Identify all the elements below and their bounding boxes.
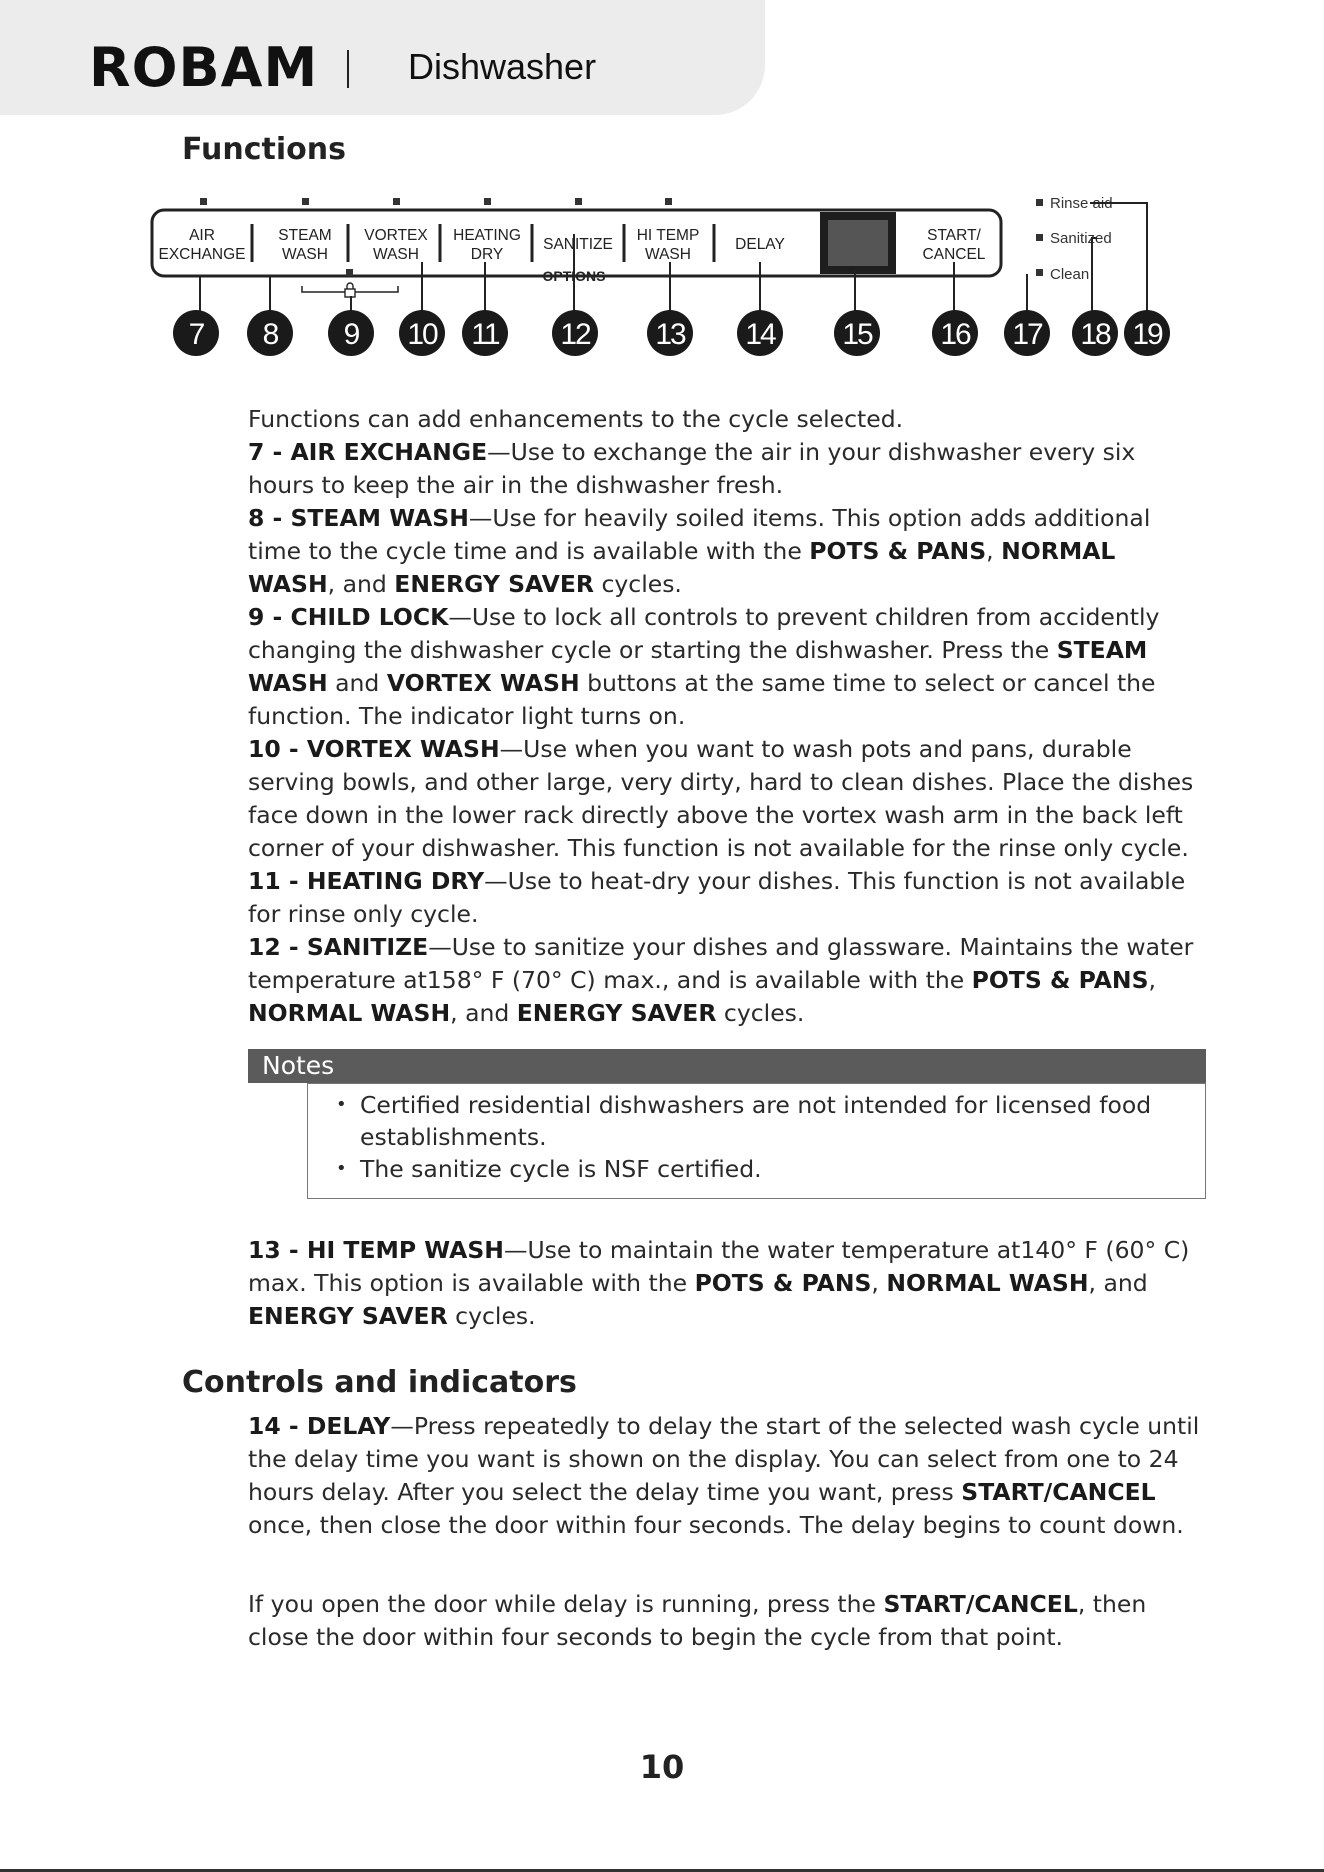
functions-title: Functions [182,132,346,167]
callout-19-label: 19 [1132,318,1162,351]
function-14: 14 - DELAY—Press repeatedly to delay the start of the selected wash cycle until the delay time you want is shown on the display. You can select from one to 24 hours delay. After you select the delay time you want, press START/CANCEL once, then close the door within four seconds. The delay begins to count down. [248,1412,1200,1539]
function-9: 9 - CHILD LOCK—Use to lock all controls to prevent children from accidently changing the dishwasher cycle or starting the dishwasher. Press the STEAM WASH and VORTEX WASH buttons at the same time to select or cancel the function. The indicator light turns on. [248,603,1160,730]
function-7-label: 7 - AIR EXCHANGE [248,438,488,466]
function-14-label: 14 - DELAY [248,1412,391,1440]
callout-10-label: 10 [407,318,437,351]
options-label: OPTIONS [542,268,606,284]
notes-title: Notes [248,1049,1206,1083]
controls-title: Controls and indicators [182,1365,577,1400]
indicator-dot [665,198,672,205]
start-cancel-label-1: START/ [927,227,981,244]
indicator-dot [302,198,309,205]
indicator-dot [575,198,582,205]
sanitized-dot [1036,234,1043,241]
air-exchange-label-2: EXCHANGE [158,246,246,263]
function-8-label: 8 - STEAM WASH [248,504,469,532]
lock-icon [345,283,355,297]
callout-14-label: 14 [745,318,775,351]
function-7: 7 - AIR EXCHANGE—Use to exchange the air in your dishwasher every six hours to keep the air in the dishwasher fresh. [248,438,1136,499]
function-10: 10 - VORTEX WASH—Use when you want to wash pots and pans, durable serving bowls, and other large, very dirty, hard to clean dishes. Place the dishes face down in the lower rack directly above the vortex wash arm in the back left corner of your dishwasher. This function is not available for the rinse only cycle. [248,735,1194,862]
delay-label: DELAY [735,236,785,253]
callout-12-label: 12 [560,318,590,351]
vortex-wash-label-1: VORTEX [364,227,428,244]
callout-16-label: 16 [940,318,970,351]
indicator-dot [200,198,207,205]
brand-logo: ROBAM [89,36,319,99]
heating-dry-label-1: HEATING [453,227,521,244]
steam-wash-label-2: WASH [282,246,328,263]
callout-8-label: 8 [262,318,278,351]
callout-7-label: 7 [188,318,204,351]
function-14-block [248,1410,1208,1542]
delay-note: If you open the door while delay is running, press the START/CANCEL, then close the door within four seconds to begin the cycle from that point. [248,1590,1147,1651]
indicator-dot [393,198,400,205]
function-13: 13 - HI TEMP WASH—Use to maintain the water temperature at140° F (60° C) max. This option is available with the POTS & PANS, NORMAL WASH, and ENERGY SAVER cycles. [248,1236,1190,1330]
hi-temp-wash-label-1: HI TEMP [636,227,700,244]
page-number: 10 [639,1748,685,1786]
callout-11-label: 11 [471,318,499,351]
indicator-dot [484,198,491,205]
rinse-aid-dot [1036,199,1043,206]
function-8: 8 - STEAM WASH—Use for heavily soiled items. This option adds additional time to the cycle time and is available with the POTS & PANS, NORMAL WASH, and ENERGY SAVER cycles. [248,504,1151,598]
functions-descriptions [248,403,1208,1030]
callout-18-label: 18 [1080,318,1110,351]
callout-9-label: 9 [343,318,359,351]
note-item: • The sanitize cycle is NSF certified. [332,1153,1192,1185]
function-11-label: 11 - HEATING DRY [248,867,485,895]
function-12: 12 - SANITIZE—Use to sanitize your dishes and glassware. Maintains the water temperature at158° F (70° C) max., and is available with the POTS & PANS, NORMAL WASH, and ENERGY SAVER cycles. [248,933,1194,1027]
callout-15-label: 15 [842,318,872,351]
function-10-label: 10 - VORTEX WASH [248,735,500,763]
rinse-aid-indicator: Rinse aid [1050,195,1113,212]
notes-list [332,1089,1192,1185]
function-13-block [248,1234,1208,1333]
start-cancel-label-2: CANCEL [922,246,986,263]
heating-dry-label-2: DRY [470,246,504,263]
control-panel-diagram [0,0,1324,370]
clean-dot [1036,269,1043,276]
notes-box [307,1083,1206,1199]
display-screen [828,220,888,266]
note-item: • Certified residential dishwashers are not intended for licensed food establishments. [332,1089,1192,1153]
function-11: 11 - HEATING DRY—Use to heat-dry your dishes. This function is not available for rinse only cycle. [248,867,1186,928]
child-lock-dot [346,269,353,276]
callout-13-label: 13 [655,318,685,351]
functions-intro: Functions can add enhancements to the cycle selected. [248,405,904,433]
vortex-wash-label-2: WASH [373,246,419,263]
air-exchange-label-1: AIR [189,227,215,244]
steam-wash-label-1: STEAM [278,227,332,244]
function-9-label: 9 - CHILD LOCK [248,603,449,631]
product-title: Dishwasher [408,46,597,87]
sanitized-indicator: Sanitized [1050,230,1112,247]
indicator-dots [200,198,672,205]
callout-17-label: 17 [1012,318,1042,351]
hi-temp-wash-label-2: WASH [645,246,691,263]
sanitize-label: SANITIZE [543,236,613,253]
clean-indicator: Clean [1050,266,1090,283]
function-12-label: 12 - SANITIZE [248,933,429,961]
function-13-label: 13 - HI TEMP WASH [248,1236,504,1264]
